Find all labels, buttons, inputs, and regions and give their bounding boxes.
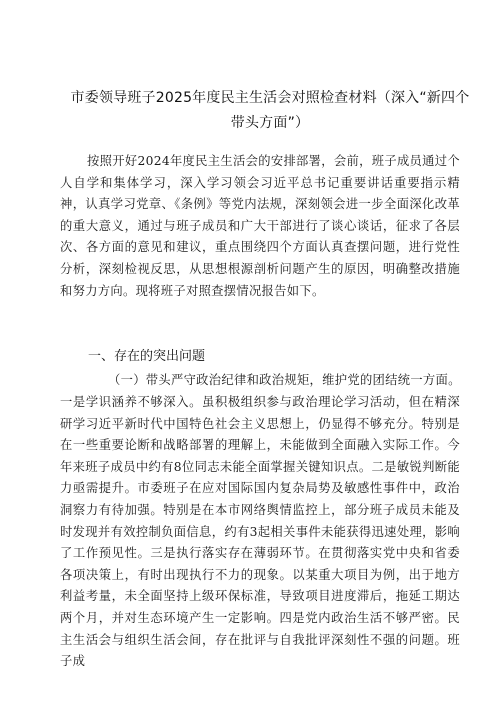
section-heading: 一、存在的突出问题: [88, 349, 206, 364]
body-paragraph: 一是学识涵养不够深入。虽积极组织参与政治理论学习活动，但在精深研学习近平新时代中国特色社会主义思想上，仍显得不够充分。特别是在一些重要论断和战略部署的理解上，未能做到全面融入实际工作。今年来班子成员中约有8位同志未能全面掌握关键知识点。二是敏锐判断能力亟需提升。市委班子在应对国际国内复杂局势及敏感性事件中，政治洞察力有待加强。特别是在本市网络舆情监控上，部分班子成员未能及时发现并有效控制负面信息，约有3起相关事件未能获得迅速处理，影响了工作预见性。三是执行落实存在薄弱环节。在贯彻落实党中央和省委各项决策上，有时出现执行不力的现象。以某重大项目为例，出于地方利益考量，未全面坚持上级环保标准，导致项目进度滞后，拖延工期达两个月，并对生态环境产生一定影响。四是党内政治生活不够严密。民主生活会与组织生活会间，存在批评与自我批评深刻性不强的问题。班子成: [60, 395, 460, 669]
intro-paragraph: 按照开好2024年度民主生活会的安排部署，会前，班子成员通过个人自学和集体学习，深入学习领会习近平总书记重要讲话重要指示精神，认真学习党章、《条例》等党内法规，深刻领会进一步全面深化改革的重大意义，通过与班子成员和广大干部进行了谈心谈话，征求了各层次、各方面的意见和建议，重点围绕四个方面认真查摆问题，进行党性分析，深刻检视反思，从思想根源剖析问题产生的原因，明确整改措施和努力方向。现将班子对照查摆情况报告如下。: [60, 154, 460, 298]
subsection-heading: （一）带头严守政治纪律和政治规矩，维护党的团结统一方面。: [108, 373, 461, 387]
document-title: 市委领导班子2025年度民主生活会对照检查材料（深入“新四个带头方面”）: [70, 90, 470, 131]
